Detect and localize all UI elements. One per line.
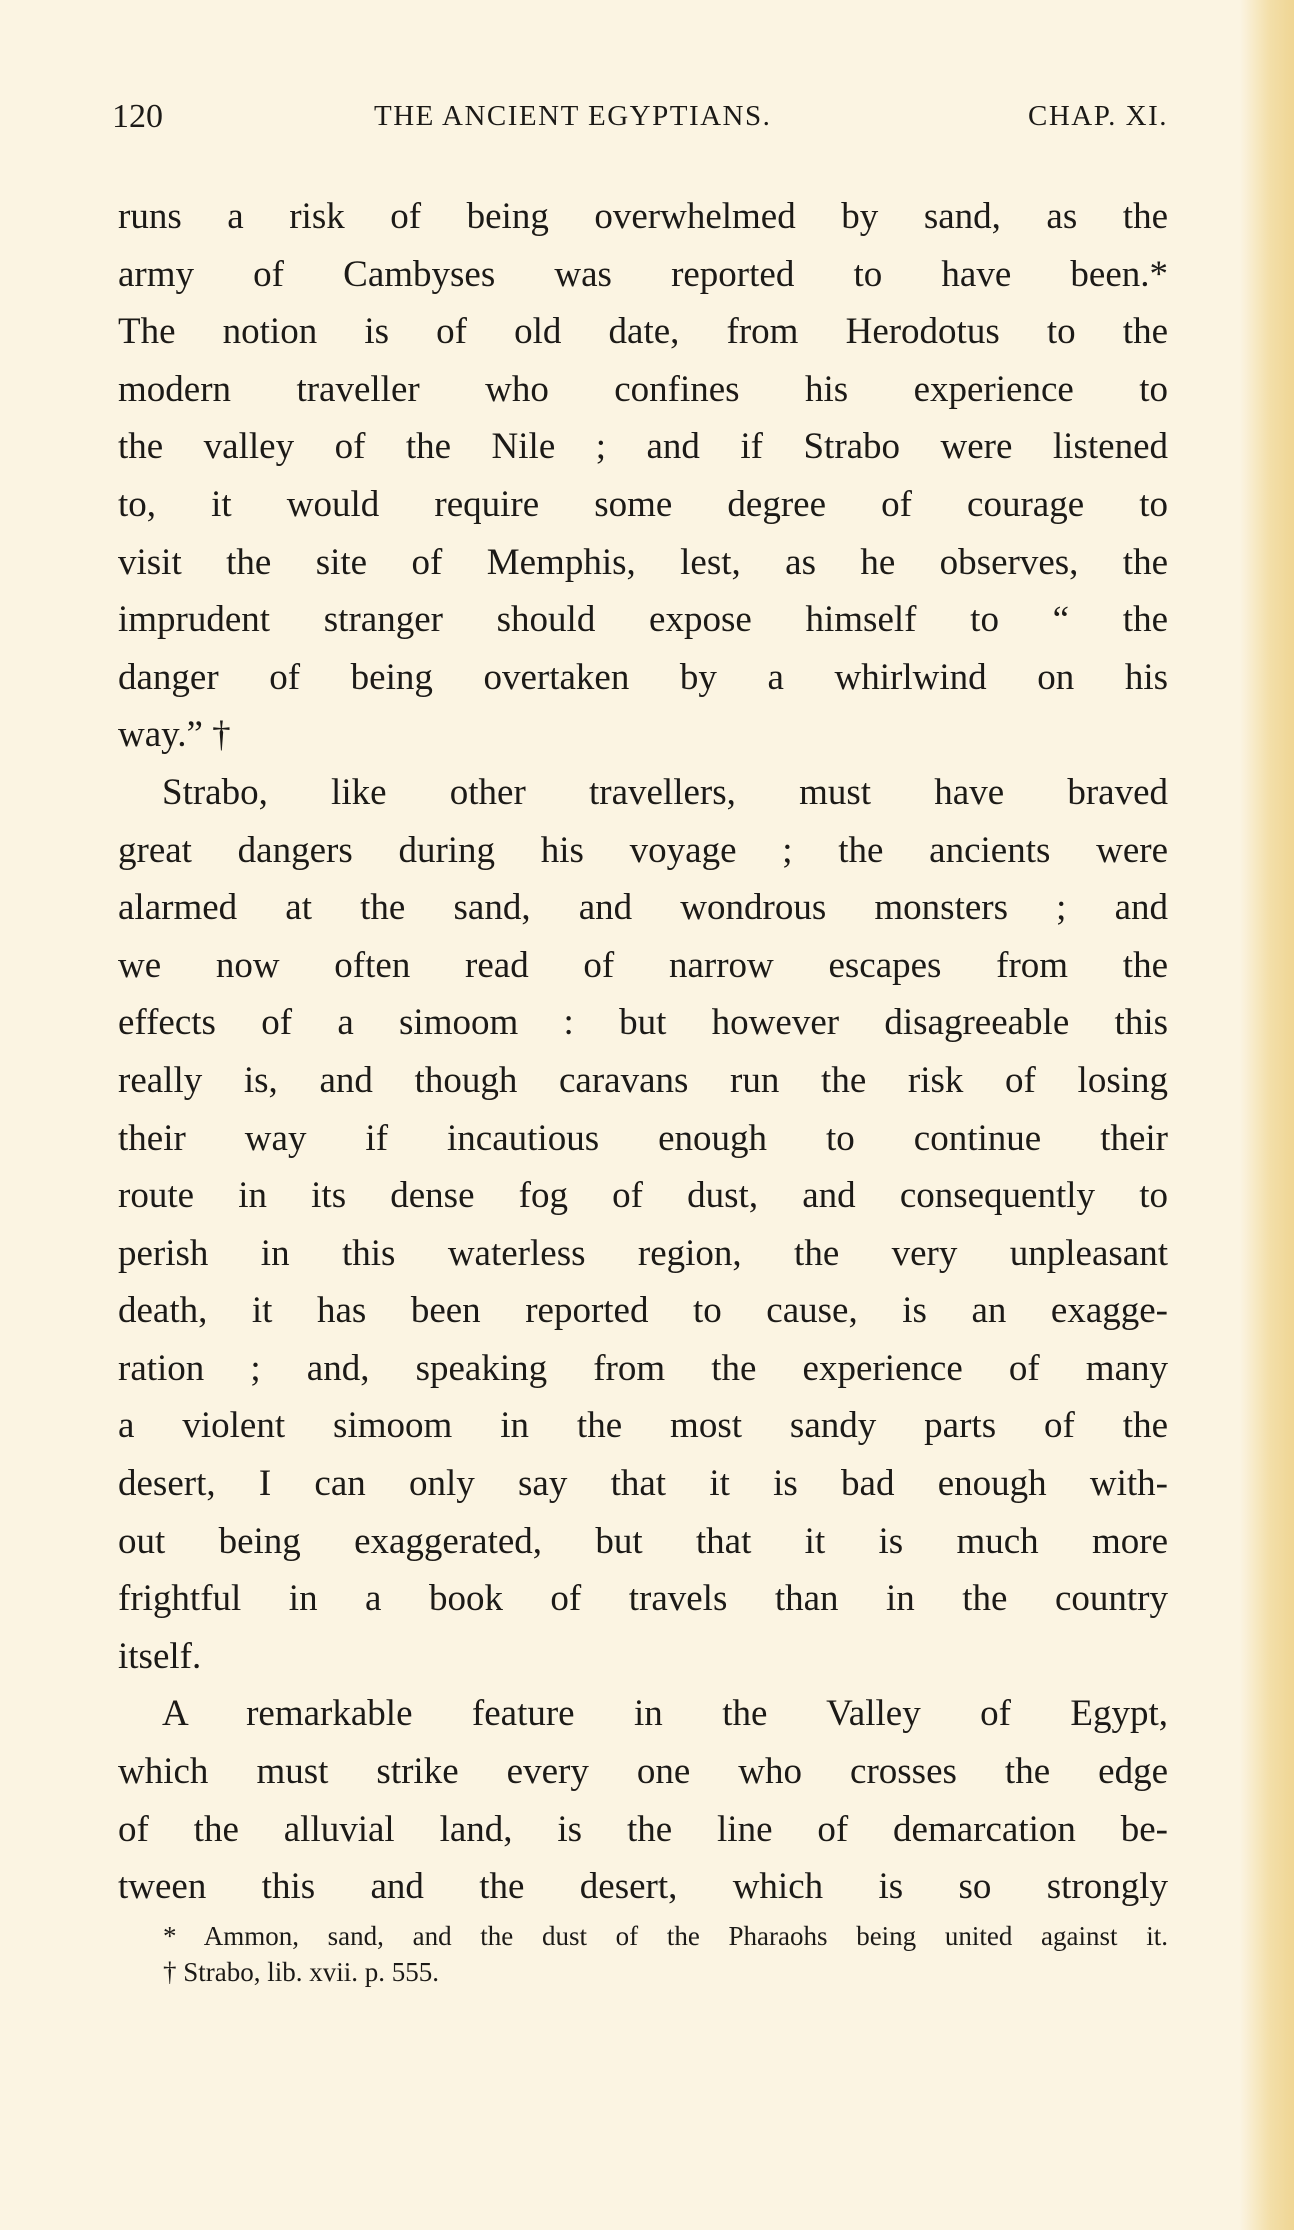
text-line: perish in this waterless region, the very unpleasant [118, 1232, 1168, 1274]
page-number: 120 [112, 98, 163, 135]
text-line: of the alluvial land, is the line of demarcation be- [118, 1808, 1168, 1850]
text-line: their way if incautious enough to continue their [118, 1117, 1168, 1159]
chapter-label: CHAP. XI. [1028, 100, 1168, 132]
footnote: * Ammon, sand, and the dust of the Pharaohs being united against it. [163, 1921, 1168, 1951]
text-line: really is, and though caravans run the risk of losing [118, 1059, 1168, 1101]
text-line: to, it would require some degree of courage to [118, 483, 1168, 525]
text-line: Strabo, like other travellers, must have braved [162, 771, 1168, 813]
text-line: danger of being overtaken by a whirlwind on his [118, 656, 1168, 698]
text-line: desert, I can only say that it is bad enough with- [118, 1463, 1168, 1505]
text-line: army of Cambyses was reported to have been.* [118, 253, 1168, 295]
text-line: The notion is of old date, from Herodotus to the [118, 311, 1168, 353]
text-line: modern traveller who confines his experience to [118, 368, 1168, 410]
text-line: the valley of the Nile ; and if Strabo were listened [118, 426, 1168, 468]
text-line: imprudent stranger should expose himself to “ the [118, 599, 1168, 641]
running-head [112, 98, 1168, 142]
text-line: runs a risk of being overwhelmed by sand, as the [118, 196, 1168, 237]
text-line: death, it has been reported to cause, is an exagge- [118, 1290, 1168, 1332]
text-line: we now often read of narrow escapes from the [118, 944, 1168, 986]
text-line: effects of a simoom : but however disagreeable this [118, 1002, 1168, 1044]
text-line: alarmed at the sand, and wondrous monsters ; and [118, 887, 1168, 929]
text-line: way.” † [118, 714, 231, 756]
text-line: tween this and the desert, which is so strongly [118, 1866, 1168, 1908]
footnotes [163, 1918, 1168, 1990]
footnote: † Strabo, lib. xvii. p. 555. [163, 1957, 439, 1987]
page-edge [1240, 0, 1294, 2230]
text-line: visit the site of Memphis, lest, as he observes, the [118, 541, 1168, 583]
body-text [118, 188, 1168, 1916]
text-line: ration ; and, speaking from the experience of many [118, 1347, 1168, 1389]
text-line: A remarkable feature in the Valley of Egypt, [162, 1693, 1168, 1735]
text-line: which must strike every one who crosses the edge [118, 1751, 1168, 1793]
text-line: out being exaggerated, but that it is much more [118, 1520, 1168, 1562]
text-line: a violent simoom in the most sandy parts of the [118, 1405, 1168, 1447]
book-title: THE ANCIENT EGYPTIANS. [374, 100, 772, 132]
text-line: itself. [118, 1635, 202, 1677]
text-line: route in its dense fog of dust, and consequently to [118, 1175, 1168, 1217]
text-line: frightful in a book of travels than in the country [118, 1578, 1168, 1620]
text-line: great dangers during his voyage ; the ancients were [118, 829, 1168, 871]
